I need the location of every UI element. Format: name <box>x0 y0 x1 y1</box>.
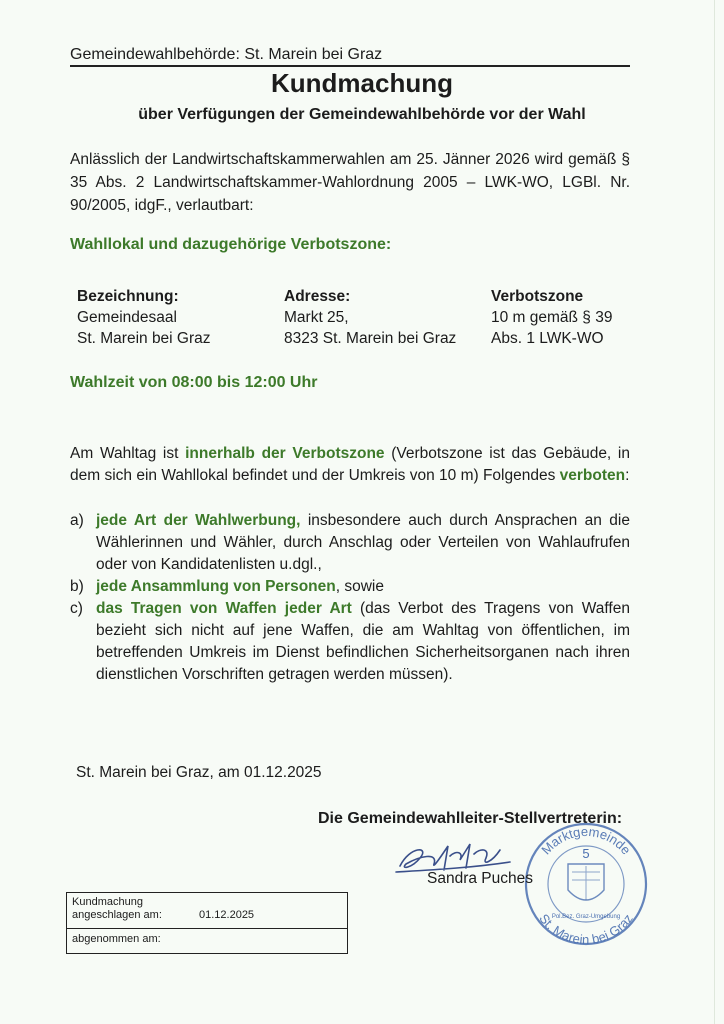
stamp-small-text: Pol.Bez. Graz-Umgebung <box>551 914 621 920</box>
posting-record-box <box>66 892 348 954</box>
posted-date: 01.12.2025 <box>199 909 255 921</box>
signatory-name: Sandra Puches <box>427 870 533 887</box>
stamp-bottom-text: St. Marein bei Graz <box>536 910 636 946</box>
voting-time: Wahlzeit von 08:00 bis 12:00 Uhr <box>70 374 318 391</box>
prohibition-text: Am Wahltag ist <box>70 445 186 462</box>
list-marker: b) <box>70 578 84 595</box>
list-highlight: das Tragen von Waffen jeder Art <box>96 600 352 617</box>
column-adresse <box>284 286 456 349</box>
list-highlight: jede Art der Wahlwerbung, <box>96 512 301 529</box>
scan-edge <box>714 0 715 1024</box>
prohibition-paragraph <box>70 443 630 487</box>
list-item <box>70 576 630 598</box>
document-subtitle: über Verfügungen der Gemeindewahlbehörde vor der Wahl <box>138 106 586 123</box>
column-value: Gemeindesaal <box>77 309 177 326</box>
intro-paragraph: Anlässlich der Landwirtschaftskammerwahlen am 25. Jänner 2026 wird gemäß § 35 Abs. 2 Landwirtschaftskammer-Wahlordnung 2005 – LWK-WO, LGBl. Nr. 90/2005, idgF., verlautbart: <box>70 151 630 214</box>
column-value: 8323 St. Marein bei Graz <box>284 330 457 347</box>
prohibition-text: (Verbotszone ist das Gebäude, in dem sich ein Wahllokal befindet und der Umkreis von 10 m) Folgendes <box>70 445 630 484</box>
list-highlight: jede Ansammlung von Personen <box>96 578 336 595</box>
stamp-number: 5 <box>582 846 590 861</box>
place-date: St. Marein bei Graz, am 01.12.2025 <box>76 764 322 781</box>
prohibition-highlight: verboten <box>559 467 626 484</box>
stamp-top-text: Marktgemeinde <box>538 823 634 858</box>
signature-title: Die Gemeindewahlleiter-Stellvertreterin: <box>318 810 623 827</box>
list-text: (das Verbot des Tragens von Waffen bezieht sich nicht auf jene Waffen, die am Wahltag von öffentlichen, im betreffenden Umkreis im Dienst befindlichen Sicherheitsorganen nach ihren dienstlichen Vorschriften getragen werden müssen). <box>96 600 630 683</box>
posting-label: angeschlagen am: <box>72 909 162 921</box>
prohibition-highlight: innerhalb der Verbotszone <box>185 445 385 462</box>
list-text: insbesondere auch durch Ansprachen an die Wählerinnen und Wähler, durch Anschlag oder Verteilen von Wahlaufrufen oder von Kandidatenlisten u.dgl., <box>96 512 630 573</box>
column-header: Bezeichnung: <box>77 288 179 305</box>
column-value: Abs. 1 LWK-WO <box>491 330 604 347</box>
list-item <box>70 598 630 686</box>
list-text: , sowie <box>335 578 384 595</box>
prohibition-list <box>70 510 630 686</box>
document-title: Kundmachung <box>271 68 453 98</box>
list-marker: c) <box>70 600 83 617</box>
removal-label: abgenommen am: <box>72 933 161 945</box>
column-verbotszone <box>491 286 612 349</box>
posting-row <box>67 893 347 929</box>
municipal-stamp <box>516 816 656 951</box>
column-value: St. Marein bei Graz <box>77 330 211 347</box>
column-header: Verbotszone <box>491 288 584 305</box>
posting-label: Kundmachung <box>72 896 143 908</box>
section-heading-wahllokal: Wahllokal und dazugehörige Verbotszone: <box>70 236 392 253</box>
column-value: 10 m gemäß § 39 <box>491 309 613 326</box>
prohibition-text: : <box>625 467 630 484</box>
removal-row <box>67 929 347 949</box>
list-item <box>70 510 630 576</box>
column-header: Adresse: <box>284 288 351 305</box>
column-value: Markt 25, <box>284 309 349 326</box>
column-bezeichnung <box>77 286 211 349</box>
authority-header: Gemeindewahlbehörde: St. Marein bei Graz <box>70 46 630 67</box>
list-marker: a) <box>70 512 84 529</box>
